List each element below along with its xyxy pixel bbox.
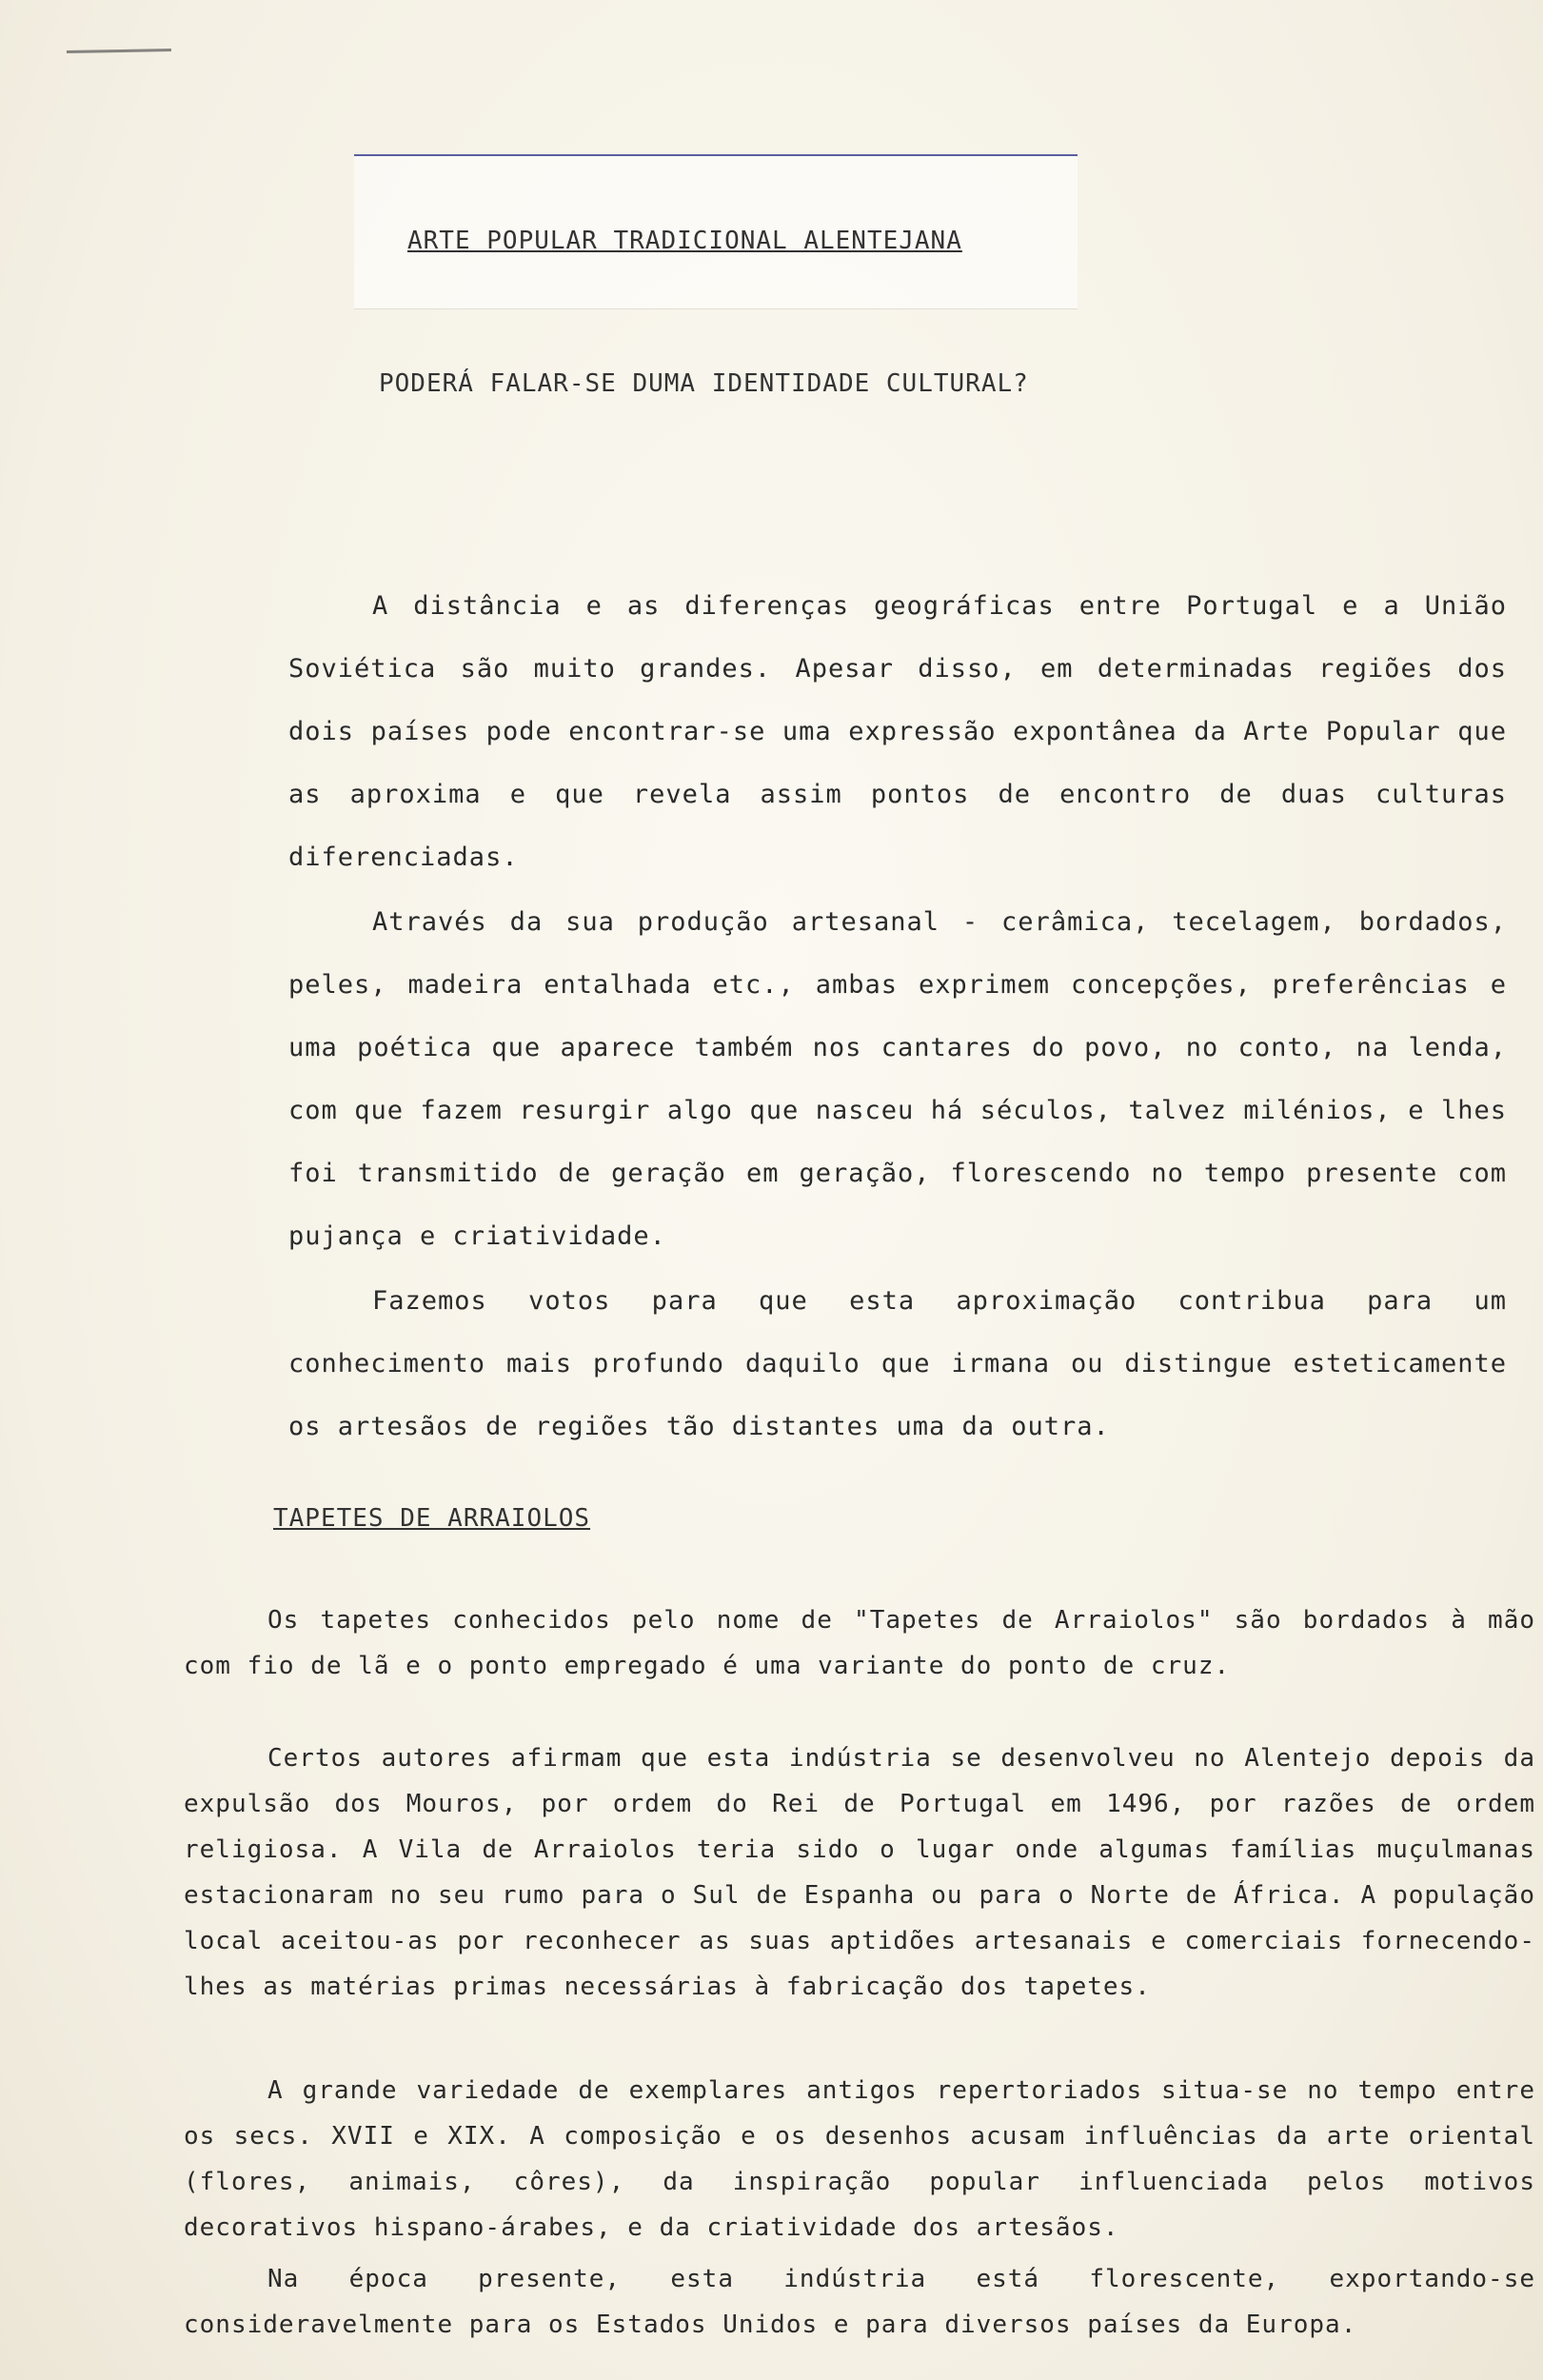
document-subtitle: PODERÁ FALAR-SE DUMA IDENTIDADE CULTURAL? bbox=[379, 369, 1029, 398]
intro-paragraph-3-text: Fazemos votos para que esta aproximação contribua para um conhecimento mais profundo daquilo que irmana ou distingue esteticamente os artesãos de regiões tão distantes uma da outra. bbox=[288, 1286, 1507, 1441]
intro-paragraph-1 bbox=[288, 575, 1507, 889]
section-paragraph-3-text: A grande variedade de exemplares antigos repertoriados situa-se no tempo entre os secs. XVII e XIX. A composição e os desenhos acusam influências da arte oriental (flores, animais, côres), da inspiração popular influenciada pelos motivos decorativos hispano-árabes, e da criatividade dos artesãos. bbox=[184, 2076, 1535, 2242]
section-paragraph-1 bbox=[184, 1597, 1535, 1689]
corner-ink-mark bbox=[67, 49, 171, 59]
section-paragraph-3 bbox=[184, 2068, 1535, 2251]
intro-paragraph-3 bbox=[288, 1270, 1507, 1458]
section-title: TAPETES DE ARRAIOLOS bbox=[273, 1504, 591, 1533]
section-paragraph-2-text: Certos autores afirmam que esta indústria se desenvolveu no Alentejo depois da expulsão dos Mouros, por ordem do Rei de Portugal em 1496, por razões de ordem religiosa. A Vila de Arraiolos teria sido o lugar onde algumas famílias muçulmanas estacionaram no seu rumo para o Sul de Espanha ou para o Norte de África. A população local aceitou-as por reconhecer as suas aptidões artesanais e comerciais fornecendo-lhes as matérias primas necessárias à fabricação dos tapetes. bbox=[184, 1744, 1535, 2001]
section-paragraph-4 bbox=[184, 2256, 1535, 2348]
intro-paragraph-2-text: Através da sua produção artesanal - cerâmica, tecelagem, bordados, peles, madeira entalhada etc., ambas exprimem concepções, preferências e uma poética que aparece também nos cantares do povo, no conto, na lenda, com que fazem resurgir algo que nasceu há séculos, talvez milénios, e lhes foi transmitido de geração em geração, florescendo no tempo presente com pujança e criatividade. bbox=[288, 907, 1507, 1251]
section-paragraph-4-text: Na época presente, esta indústria está florescente, exportando-se consideravelmente para os Estados Unidos e para diversos países da Europa. bbox=[184, 2265, 1535, 2339]
intro-paragraph-1-text: A distância e as diferenças geográficas entre Portugal e a União Soviética são muito grandes. Apesar disso, em determinadas regiões dos dois países pode encontrar-se uma expressão expontânea da Arte Popular que as aproxima e que revela assim pontos de encontro de duas culturas diferenciadas. bbox=[288, 591, 1507, 872]
section-paragraph-2 bbox=[184, 1735, 1535, 2010]
document-title: ARTE POPULAR TRADICIONAL ALENTEJANA bbox=[407, 227, 962, 255]
intro-paragraph-2 bbox=[288, 891, 1507, 1268]
section-paragraph-1-text: Os tapetes conhecidos pelo nome de "Tapetes de Arraiolos" são bordados à mão com fio de lã e o ponto empregado é uma variante do ponto de cruz. bbox=[184, 1606, 1535, 1680]
